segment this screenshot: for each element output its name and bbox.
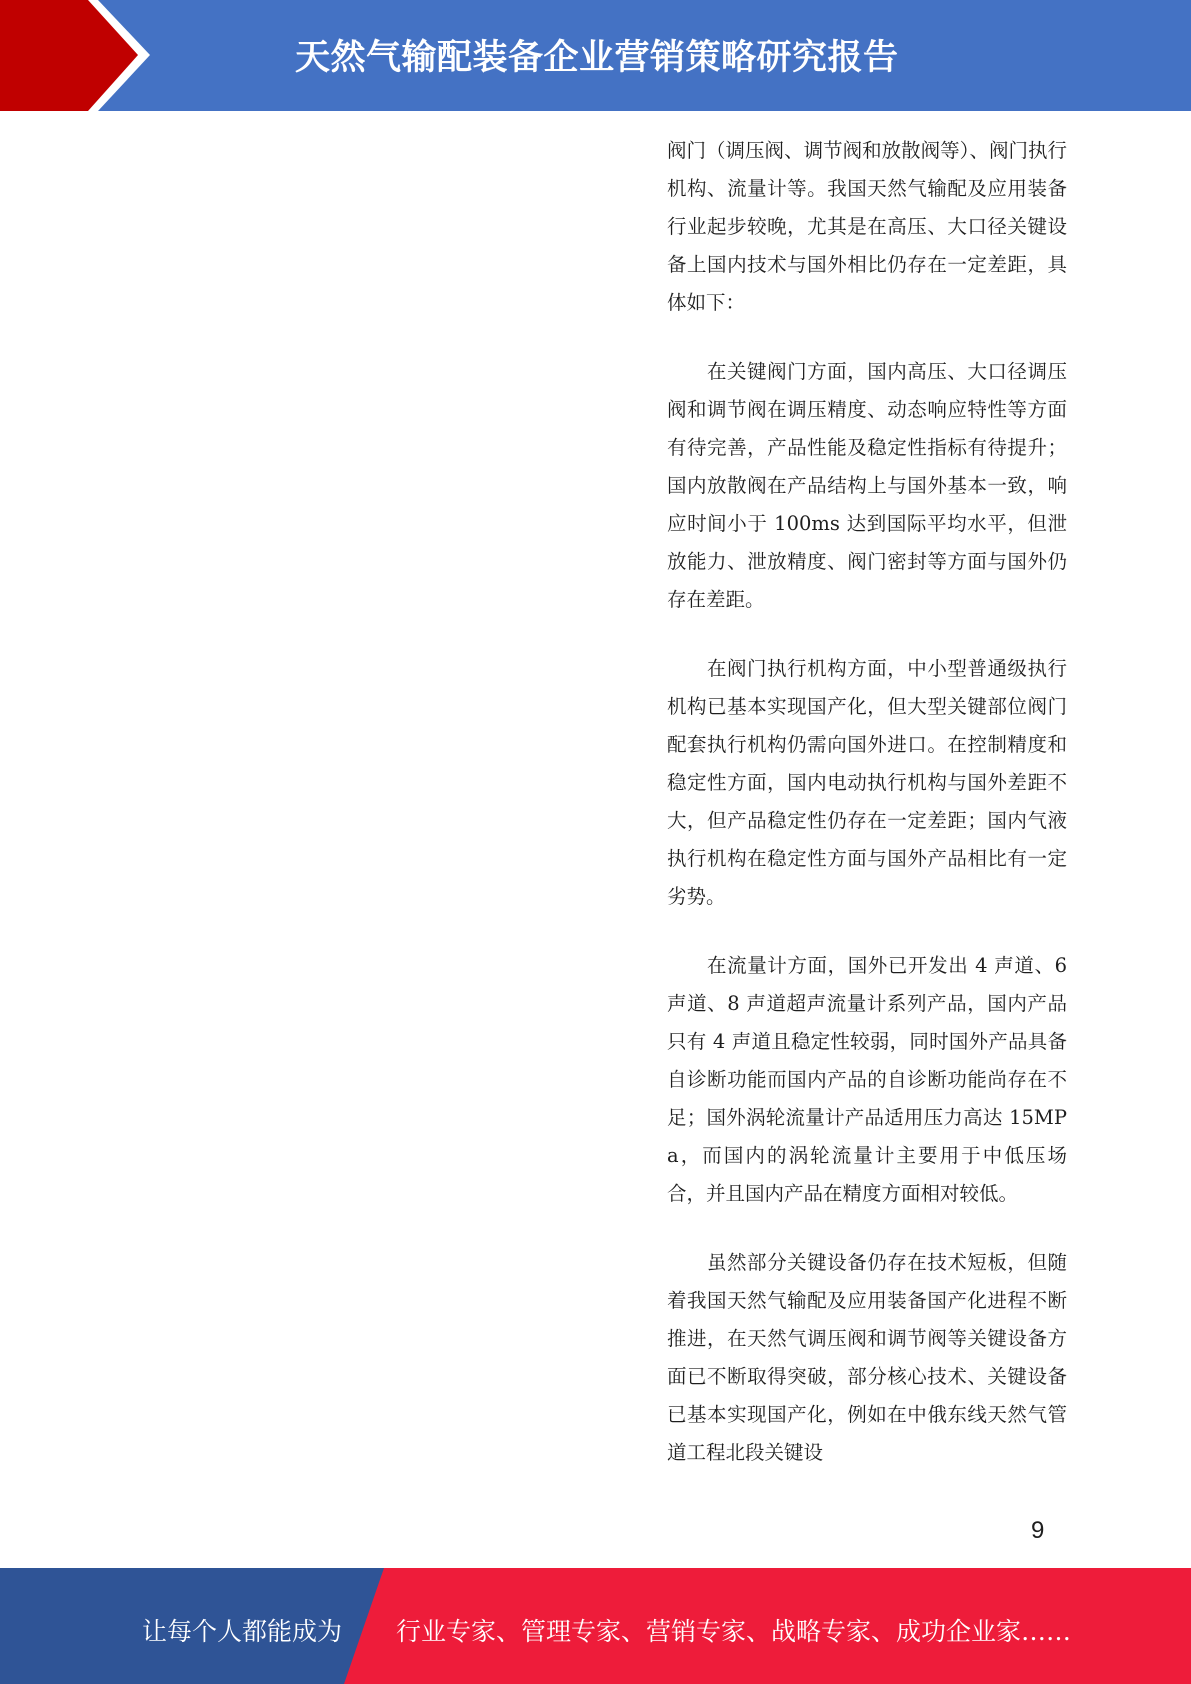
paragraph: 在关键阀门方面，国内高压、大口径调压阀和调节阀在调压精度、动态响应特性等方面有待完善，产品性能及稳定性指标有待提升；国内放散阀在产品结构上与国外基本一致，响应时间小于 100ms 达到国际平均水平，但泄放能力、泄放精度、阀门密封等方面与国外仍存在差距。	[667, 360, 1067, 611]
paragraph: 在阀门执行机构方面，中小型普通级执行机构已基本实现国产化，但大型关键部位阀门配套执行机构仍需向国外进口。在控制精度和稳定性方面，国内电动执行机构与国外差距不大，但产品稳定性仍存在一定差距；国内气液执行机构在稳定性方面与国外产品相比有一定劣势。	[667, 657, 1067, 908]
paragraph: 在流量计方面，国外已开发出 4 声道、6 声道、8 声道超声流量计系列产品，国内产品只有 4 声道且稳定性较弱，同时国外产品具备自诊断功能而国内产品的自诊断功能尚存在不足；国外涡轮流量计产品适用压力高达 15MPa，而国内的涡轮流量计主要用于中低压场合，并且国内产品在精度方面相对较低。	[667, 954, 1067, 1205]
footer-slogan-right: 行业专家、管理专家、营销专家、战略专家、成功企业家……	[396, 1617, 1072, 1646]
paragraph: 阀门（调压阀、调节阀和放散阀等）、阀门执行机构、流量计等。我国天然气输配及应用装备行业起步较晚，尤其是在高压、大口径关键设备上国内技术与国外相比仍存在一定差距，具体如下：	[667, 139, 1067, 314]
report-title: 天然气输配装备企业营销策略研究报告	[295, 38, 899, 78]
page-footer	[0, 1568, 1191, 1684]
paragraph: 虽然部分关键设备仍存在技术短板，但随着我国天然气输配及应用装备国产化进程不断推进，在天然气调压阀和调节阀等关键设备方面已不断取得突破，部分核心技术、关键设备已基本实现国产化，例如在中俄东线天然气管道工程北段关键设	[667, 1251, 1067, 1464]
body-text	[667, 132, 1067, 1503]
footer-slogan-left: 让每个人都能成为	[142, 1617, 343, 1646]
page-number: 9	[1031, 1517, 1045, 1544]
page-header	[0, 0, 1191, 111]
chevron-right-icon	[0, 0, 160, 111]
